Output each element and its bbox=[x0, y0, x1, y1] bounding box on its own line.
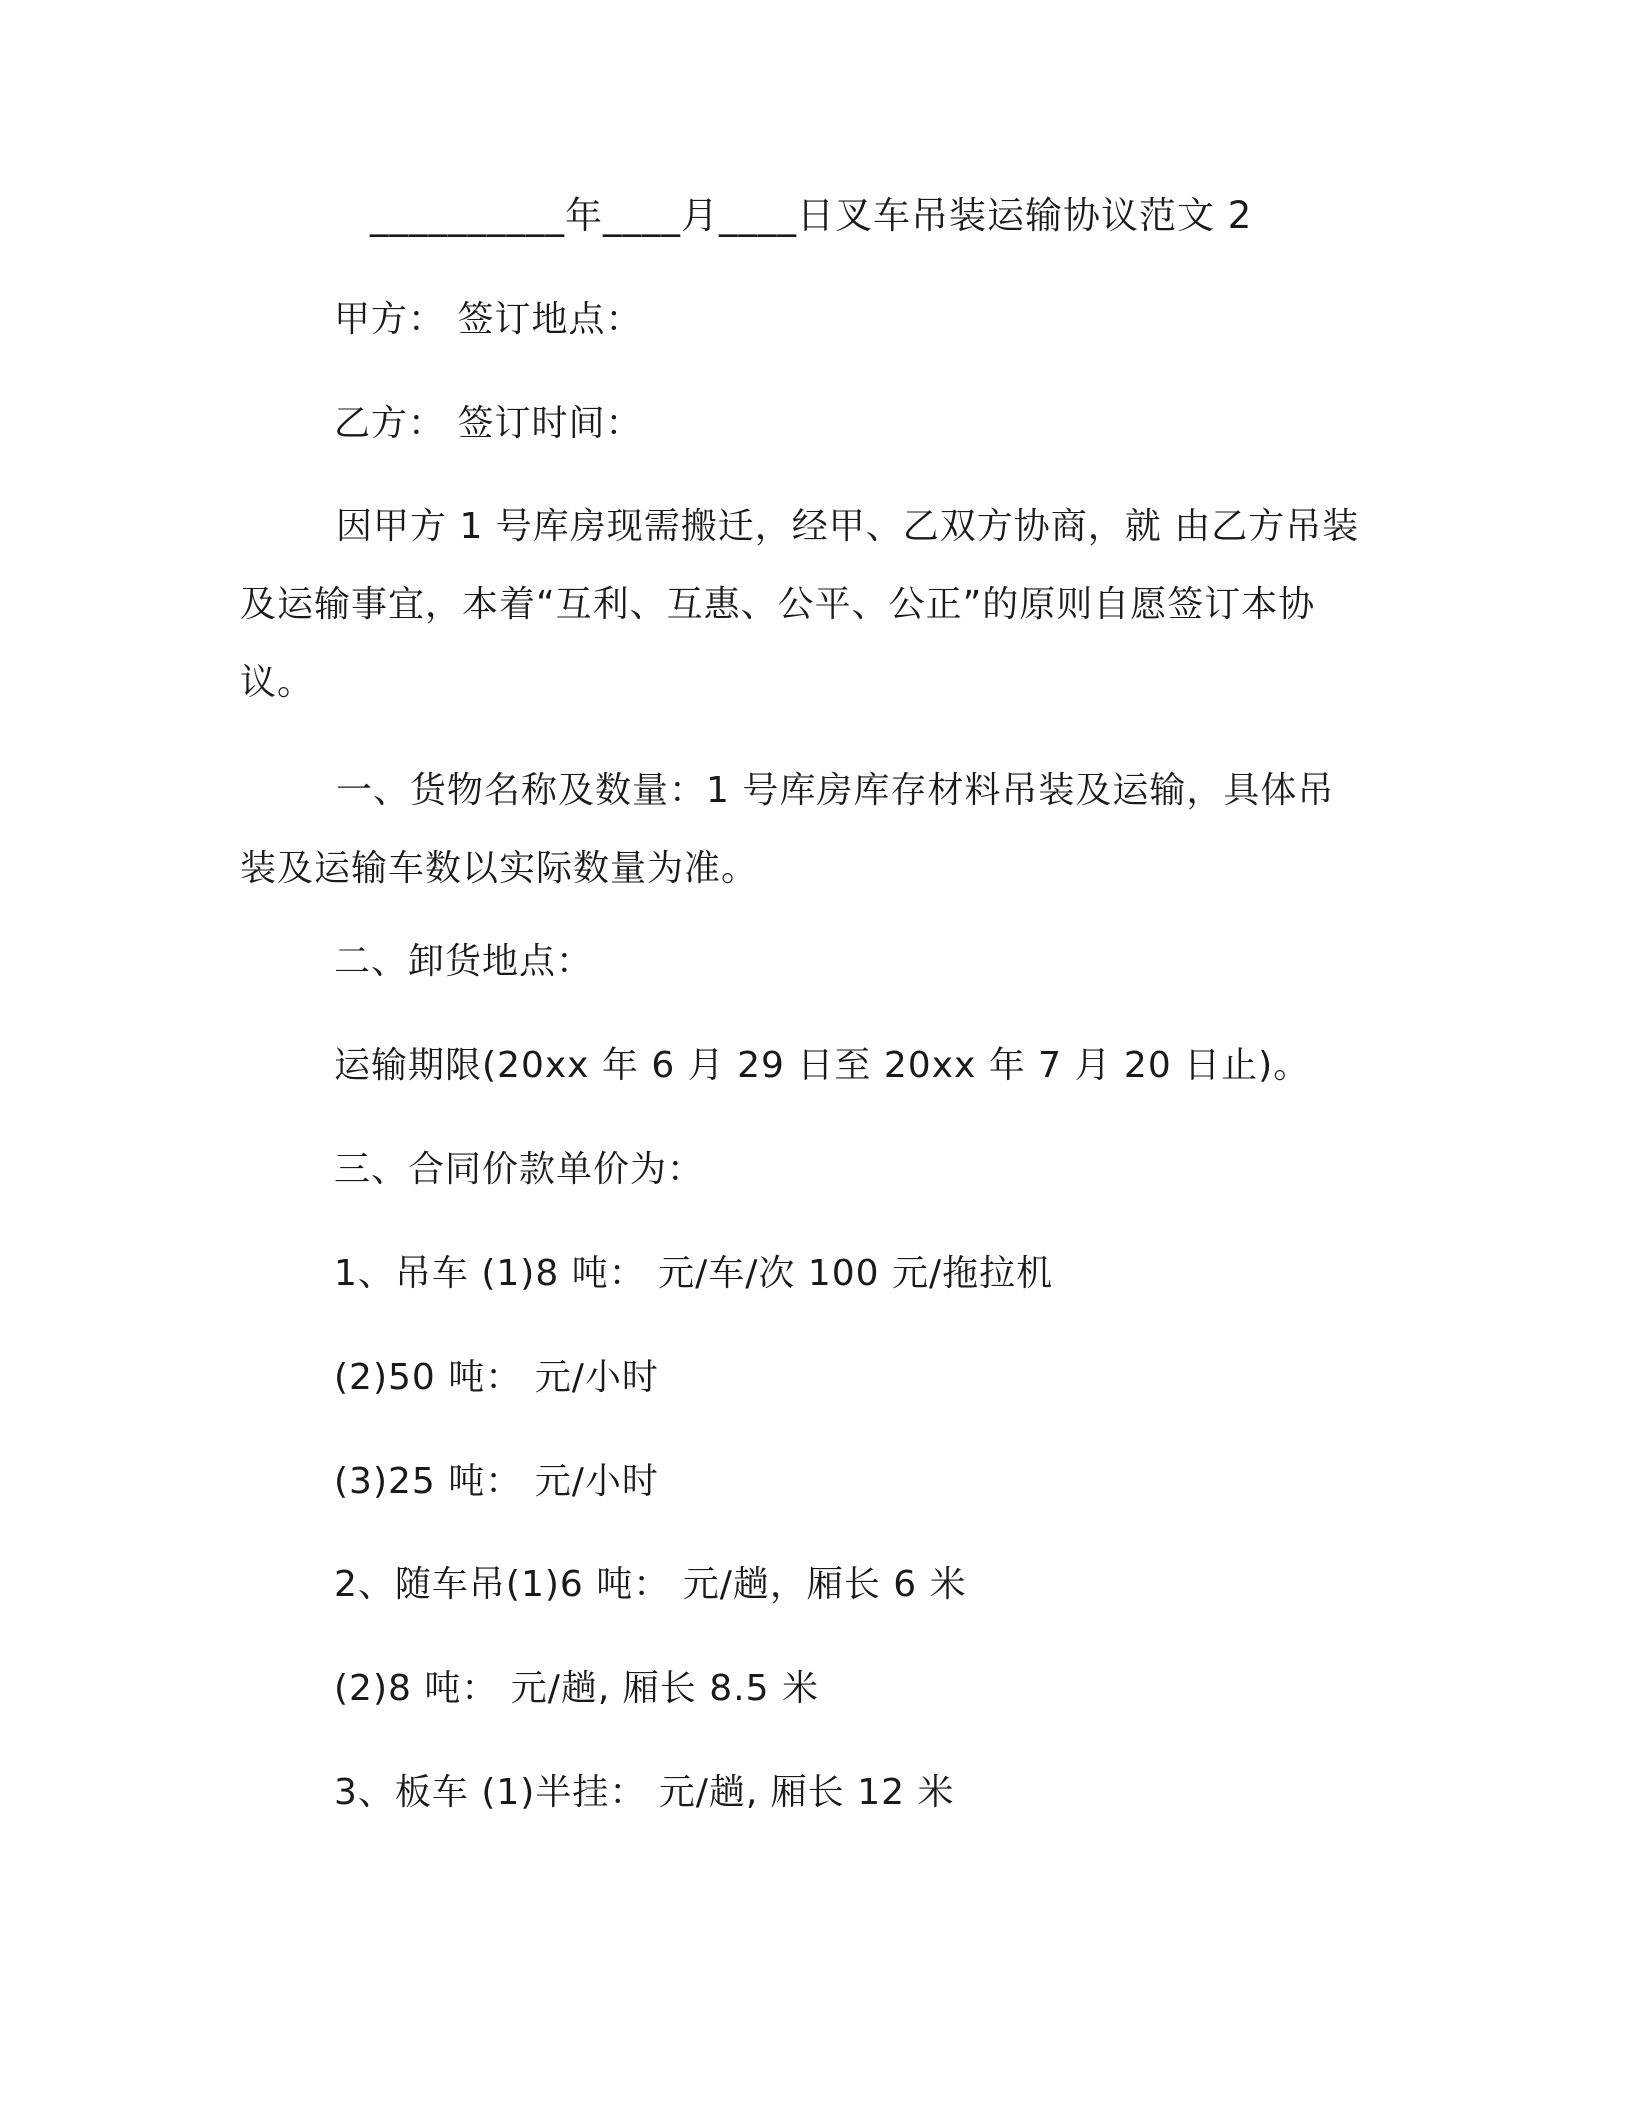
document-title: __________年____月____日叉车吊装运输协议范文 2 bbox=[370, 194, 1253, 237]
section-3-heading: 三、合同价款单价为： bbox=[334, 1149, 705, 1190]
price-item: (2)8 吨： 元/趟, 厢长 8.5 米 bbox=[334, 1668, 819, 1709]
price-item: (2)50 吨： 元/小时 bbox=[334, 1357, 659, 1398]
price-item: 3、板车 (1)半挂： 元/趟, 厢长 12 米 bbox=[334, 1772, 955, 1813]
section-2-heading: 二、卸货地点： bbox=[334, 941, 594, 982]
party-b-line: 乙方： 签订时间： bbox=[334, 403, 643, 444]
party-a-line: 甲方： 签订地点： bbox=[334, 299, 643, 340]
section-1-paragraph: 一、货物名称及数量：1 号库房库存材料吊装及运输，具体吊装及运输车数以实际数量为准。 bbox=[240, 770, 1335, 889]
price-item: 2、随车吊(1)6 吨： 元/趟，厢长 6 米 bbox=[334, 1564, 967, 1605]
intro-paragraph: 因甲方 1 号库房现需搬迁，经甲、乙双方协商，就 由乙方吊装及运输事宜，本着“互利、互惠、公平、公正”的原则自愿签订本协议。 bbox=[240, 506, 1360, 703]
price-item: 1、吊车 (1)8 吨： 元/车/次 100 元/拖拉机 bbox=[334, 1253, 1054, 1294]
transport-period: 运输期限(20xx 年 6 月 29 日至 20xx 年 7 月 20 日止)。 bbox=[334, 1045, 1311, 1086]
price-item: (3)25 吨： 元/小时 bbox=[334, 1461, 659, 1502]
